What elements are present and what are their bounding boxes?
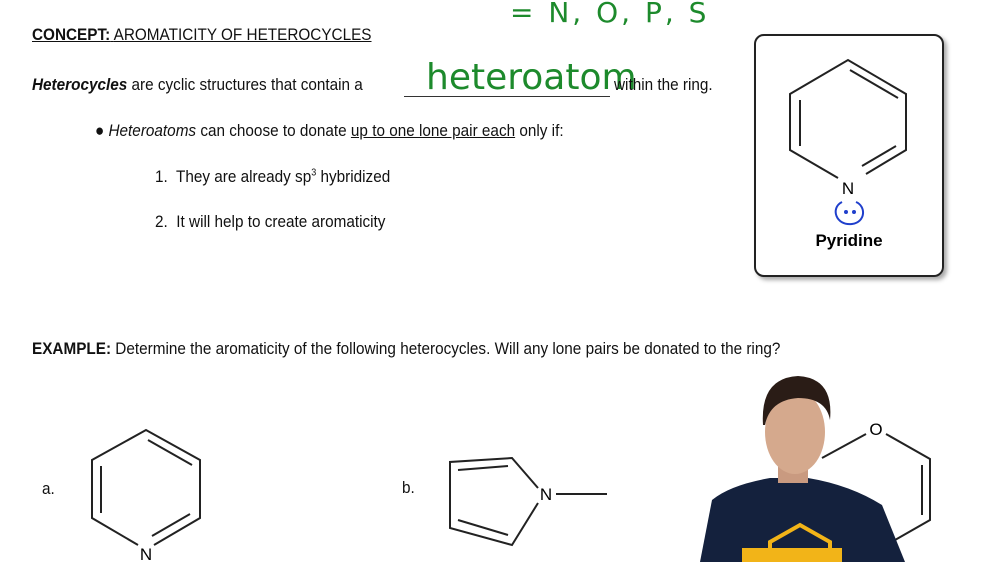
example-text: Determine the aromaticity of the following heterocycles. Will any lone pairs be donated to the ring? — [111, 339, 781, 358]
concept-label: CONCEPT: — [32, 25, 111, 44]
example-label: EXAMPLE: — [32, 339, 112, 358]
problem-b-structure — [450, 458, 607, 545]
lone-pair-annotation — [836, 202, 863, 224]
condition-2: 2. It will help to create aromaticity — [155, 212, 386, 231]
concept-title: AROMATICITY OF HETEROCYCLES — [113, 25, 372, 44]
problem-b-label: b. — [402, 478, 415, 497]
problem-a-label: a. — [42, 479, 55, 498]
problem-c-atom: O — [869, 420, 883, 439]
problem-a-structure — [92, 430, 200, 545]
presenter-video — [700, 376, 905, 562]
problem-b-atom: N — [539, 485, 553, 504]
problem-a-atom: N — [139, 545, 153, 562]
condition-1: 1. They are already $sp^3$ hybridized — [155, 167, 391, 186]
bullet-text-after: only if: — [515, 121, 564, 140]
definition-text: are cyclic structures that contain a — [127, 75, 363, 94]
bullet-text: can choose to donate — [196, 121, 351, 140]
bullet-term: Heteroatoms — [108, 121, 197, 140]
handwritten-answer: heteroatom — [426, 57, 637, 98]
handwritten-heteroatoms: = N, O, P, S — [510, 0, 710, 29]
bullet-underlined: up to one lone pair each — [350, 121, 516, 140]
pyridine-structure — [790, 60, 906, 178]
definition-term: Heterocycles — [32, 75, 128, 94]
definition-text-after: within the ring. — [614, 75, 713, 94]
bullet-line: ● Heteroatoms can choose to donate up to one lone pair each only if: — [95, 121, 564, 140]
pyridine-caption: Pyridine — [815, 231, 883, 250]
box-atom-label: N — [841, 179, 855, 198]
